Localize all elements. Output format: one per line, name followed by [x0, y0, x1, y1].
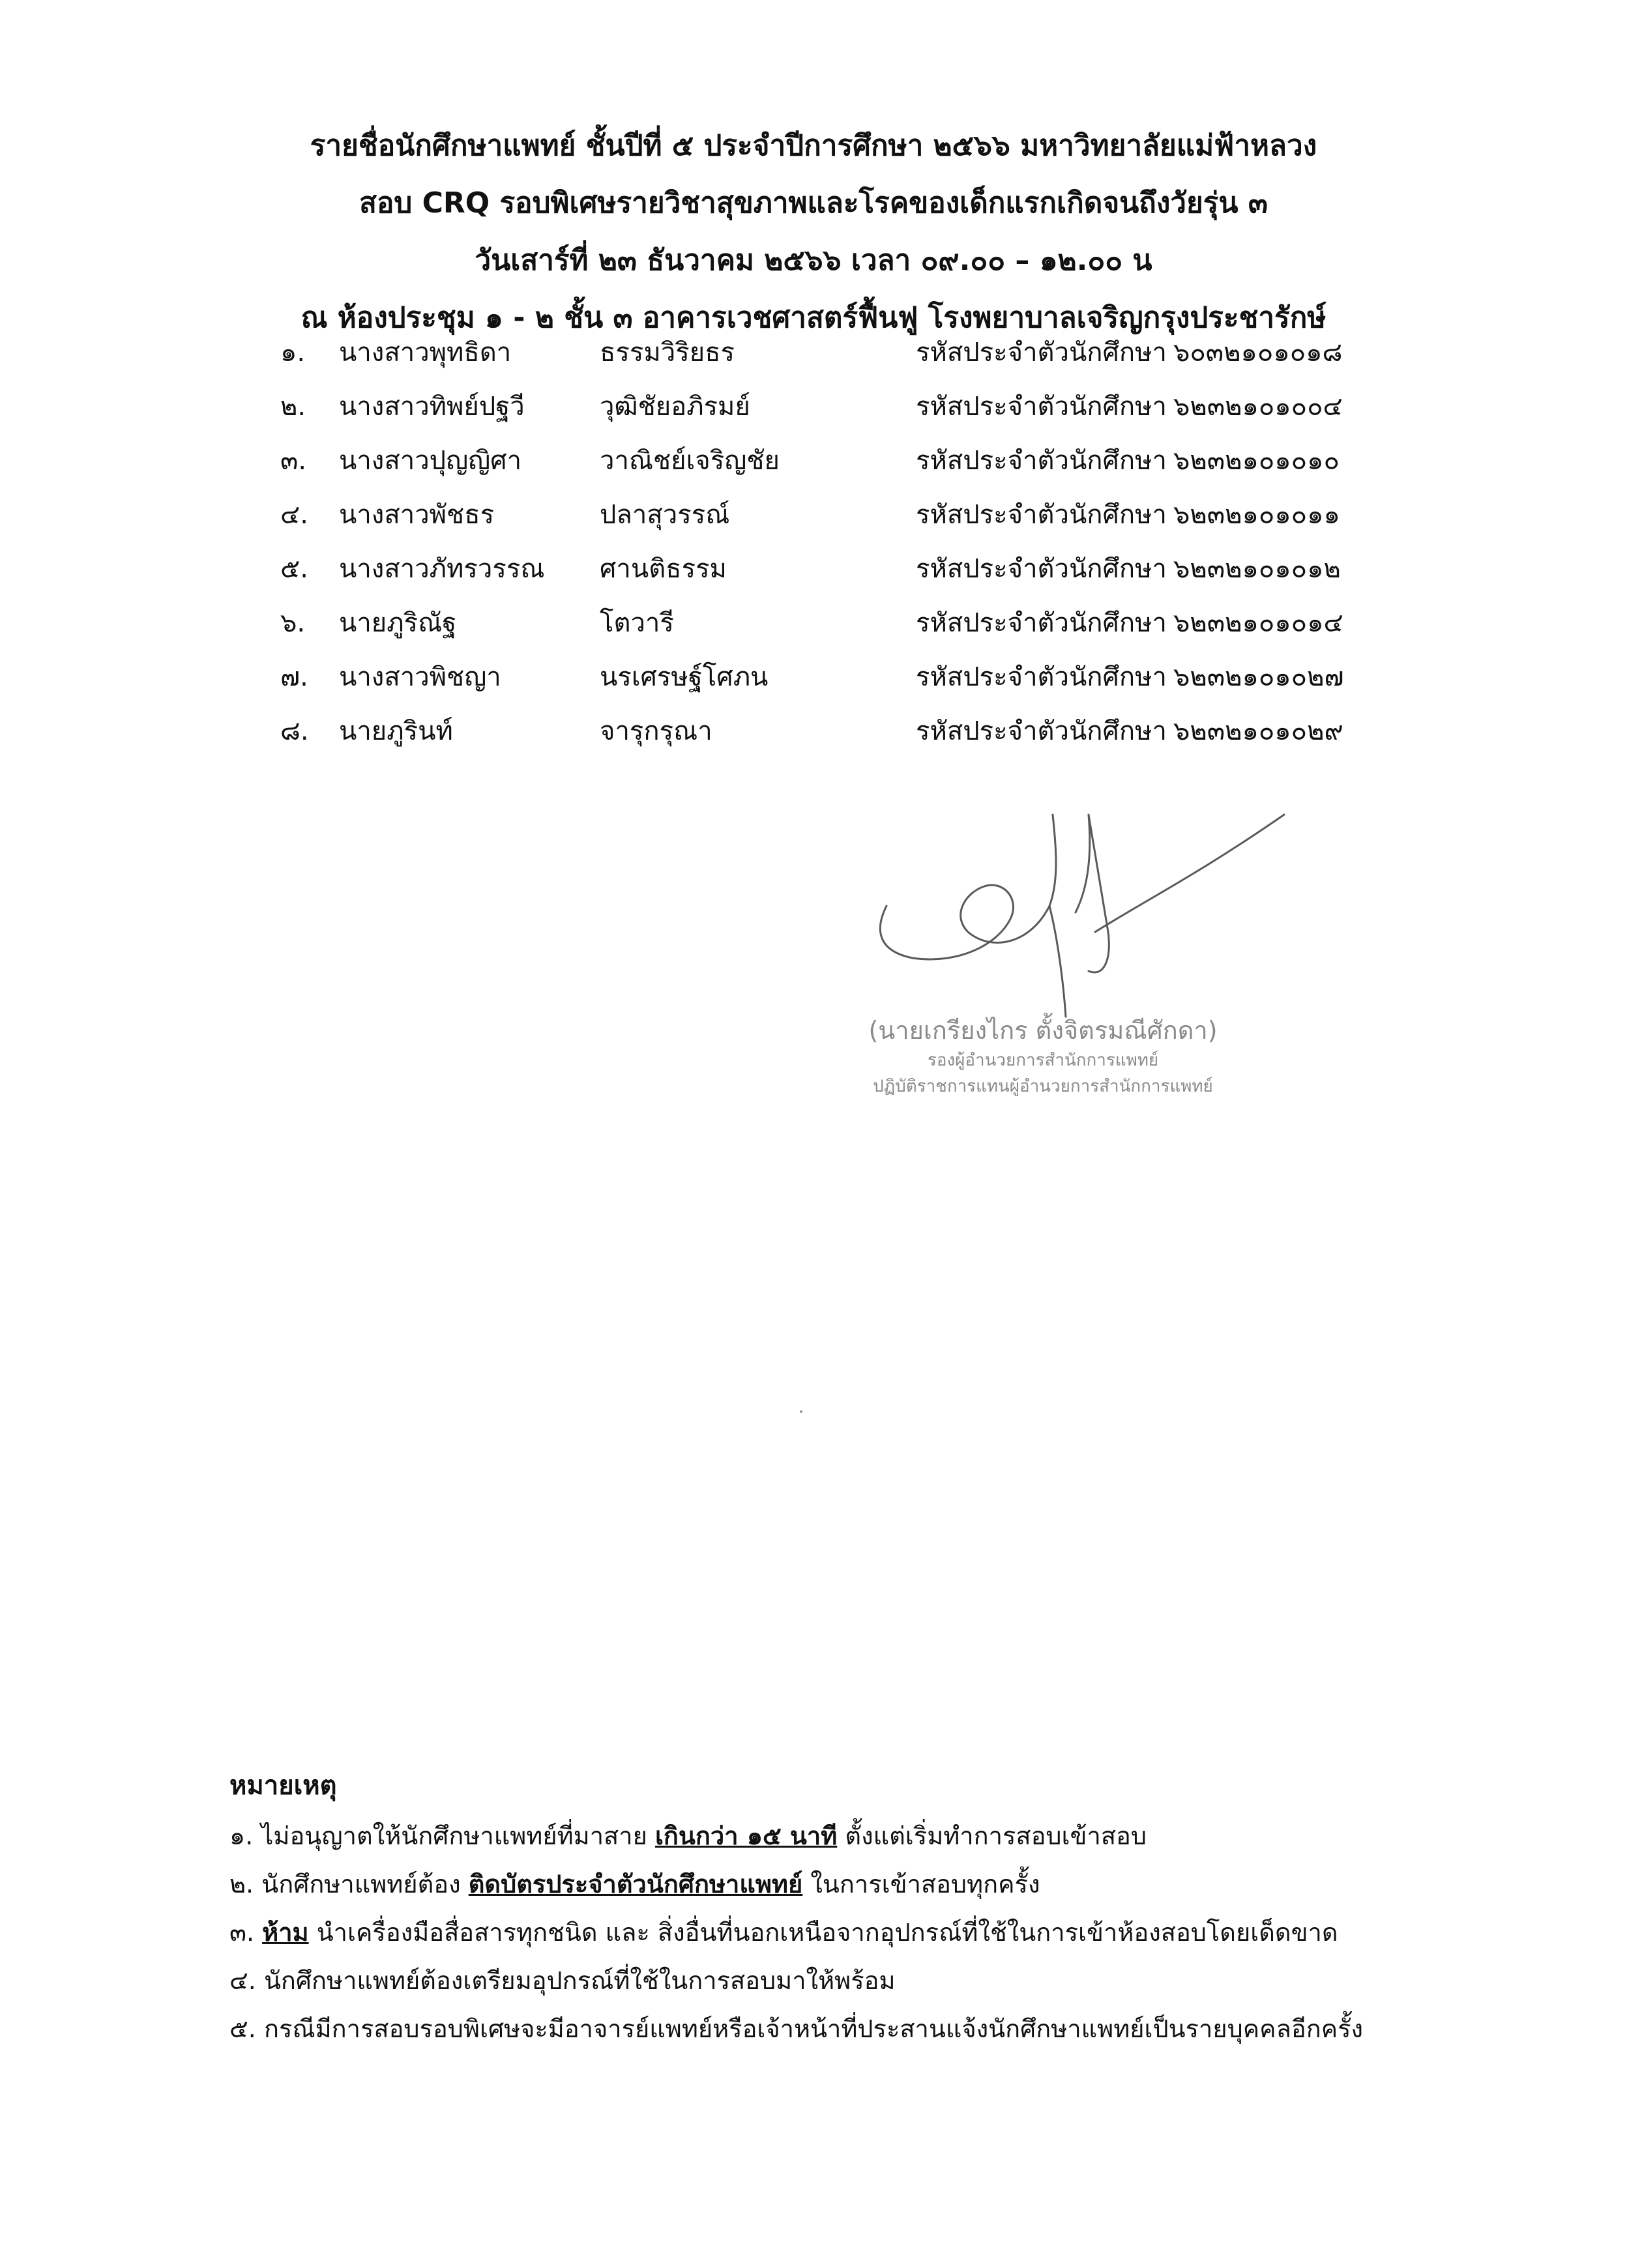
student-last-name: นรเศรษฐ์โศภน — [600, 662, 769, 692]
student-id: ๖๐๓๒๑๐๑๐๑๘ — [1173, 338, 1343, 368]
student-row — [280, 650, 1428, 705]
student-last-name: ศานติธรรม — [600, 554, 727, 584]
student-first-name: นางสาวพัชธร — [339, 500, 495, 530]
note-emphasis: ติดบัตรประจำตัวนักศึกษาแพทย์ — [468, 1870, 803, 1898]
student-id: ๖๒๓๒๑๐๑๐๑๐ — [1173, 446, 1340, 476]
student-id-label: รหัสประจำตัวนักศึกษา — [916, 338, 1167, 368]
student-id-label: รหัสประจำตัวนักศึกษา — [916, 716, 1167, 746]
signer-acting-title: ปฏิบัติราชการแทนผู้อำนวยการสำนักการแพทย์ — [873, 1077, 1213, 1096]
note-item — [229, 1812, 1533, 1860]
student-number: ๓. — [280, 446, 307, 476]
header-title: รายชื่อนักศึกษาแพทย์ ชั้นปีที่ ๕ ประจำปีการศึกษา ๒๕๖๖ มหาวิทยาลัยแม่ฟ้าหลวง — [310, 129, 1317, 162]
student-number: ๔. — [280, 500, 308, 530]
student-row — [280, 326, 1428, 380]
student-first-name: นางสาวปุญญิศา — [339, 446, 522, 476]
student-row — [280, 380, 1428, 434]
notes-heading: หมายเหตุ — [229, 1771, 337, 1801]
student-list — [280, 326, 1428, 759]
student-first-name: นายภูรินท์ — [339, 716, 453, 746]
note-text: นักศึกษาแพทย์ต้องเตรียมอุปกรณ์ที่ใช้ในการสอบมาให้พร้อม — [263, 1966, 896, 1995]
student-first-name: นายภูริณัฐ — [339, 608, 457, 638]
student-number: ๘. — [280, 716, 309, 746]
student-number: ๑. — [280, 338, 306, 368]
document-header — [0, 117, 1627, 347]
note-text: นำเครื่องมือสื่อสารทุกชนิด และ สิ่งอื่นที่นอกเหนือจากอุปกรณ์ที่ใช้ในการเข้าห้องสอบโดยเด็ดขาด — [316, 1918, 1338, 1947]
student-first-name: นางสาวพุทธิดา — [339, 338, 512, 368]
signature-scribble — [860, 802, 1304, 1036]
student-id-label: รหัสประจำตัวนักศึกษา — [916, 392, 1167, 422]
note-text: ไม่อนุญาตให้นักศึกษาแพทย์ที่มาสาย — [261, 1822, 647, 1850]
student-id-label: รหัสประจำตัวนักศึกษา — [916, 662, 1167, 692]
note-item — [229, 1860, 1533, 1908]
note-text: ในการเข้าสอบทุกครั้ง — [810, 1870, 1040, 1898]
student-number: ๒. — [280, 392, 306, 422]
student-number: ๖. — [280, 608, 306, 638]
student-id: ๖๒๓๒๑๐๑๐๑๔ — [1173, 608, 1343, 638]
note-number: ๕. — [229, 2014, 256, 2043]
note-number: ๒. — [229, 1870, 254, 1898]
note-item — [229, 2005, 1533, 2053]
signer-title: รองผู้อำนวยการสำนักการแพทย์ — [927, 1051, 1159, 1070]
notes-section — [229, 1760, 1533, 2053]
student-first-name: นางสาวทิพย์ปฐวี — [339, 392, 525, 422]
note-text: กรณีมีการสอบรอบพิเศษจะมีอาจารย์แพทย์หรือเจ้าหน้าที่ประสานแจ้งนักศึกษาแพทย์เป็นรายบุคคลอีกครั้ง — [263, 2014, 1364, 2043]
student-id: ๖๒๓๒๑๐๑๐๒๙ — [1173, 716, 1343, 746]
header-date: วันเสาร์ที่ ๒๓ ธันวาคม ๒๕๖๖ เวลา ๐๙.๐๐ – ๑๒.๐๐ น — [475, 244, 1152, 277]
student-row — [280, 596, 1428, 650]
note-text: นักศึกษาแพทย์ต้อง — [261, 1870, 461, 1898]
student-last-name: วุฒิชัยอภิรมย์ — [600, 392, 750, 422]
note-number: ๓. — [229, 1918, 255, 1947]
note-emphasis: เกินกว่า ๑๕ นาที — [654, 1822, 838, 1850]
student-number: ๗. — [280, 662, 308, 692]
student-id: ๖๒๓๒๑๐๑๐๑๑ — [1173, 500, 1340, 530]
student-first-name: นางสาวพิชญา — [339, 662, 501, 692]
header-exam: สอบ CRQ รอบพิเศษรายวิชาสุขภาพและโรคของเด็กแรกเกิดจนถึงวัยรุ่น ๓ — [359, 186, 1268, 220]
student-id-label: รหัสประจำตัวนักศึกษา — [916, 446, 1167, 476]
student-row — [280, 705, 1428, 759]
student-row — [280, 542, 1428, 596]
student-last-name: ปลาสุวรรณ์ — [600, 500, 730, 530]
note-emphasis: ห้าม — [262, 1918, 309, 1947]
student-last-name: วาณิชย์เจริญชัย — [600, 446, 780, 476]
signature-block — [808, 1013, 1278, 1099]
note-text: ตั้งแต่เริ่มทำการสอบเข้าสอบ — [845, 1822, 1147, 1850]
student-row — [280, 434, 1428, 488]
scan-speck — [800, 1410, 802, 1413]
note-number: ๑. — [229, 1822, 254, 1850]
student-id: ๖๒๓๒๑๐๑๐๒๗ — [1173, 662, 1344, 692]
student-number: ๕. — [280, 554, 308, 584]
student-last-name: ธรรมวิริยธร — [600, 338, 735, 368]
student-id-label: รหัสประจำตัวนักศึกษา — [916, 608, 1167, 638]
student-id-label: รหัสประจำตัวนักศึกษา — [916, 500, 1167, 530]
student-id: ๖๒๓๒๑๐๑๐๐๔ — [1173, 392, 1343, 422]
note-number: ๔. — [229, 1966, 256, 1995]
student-first-name: นางสาวภัทรวรรณ — [339, 554, 545, 584]
header-location: ณ ห้องประชุม ๑ - ๒ ชั้น ๓ อาคารเวชศาสตร์ฟื้นฟู โรงพยาบาลเจริญกรุงประชารักษ์ — [300, 301, 1327, 334]
student-row — [280, 488, 1428, 542]
student-last-name: จารุกรุณา — [600, 716, 712, 746]
note-item — [229, 1908, 1533, 1956]
note-item — [229, 1956, 1533, 2005]
signer-name: (นายเกรียงไกร ตั้งจิตรมณีศักดา) — [868, 1016, 1218, 1045]
student-last-name: โตวารี — [600, 608, 674, 638]
student-id: ๖๒๓๒๑๐๑๐๑๒ — [1173, 554, 1341, 584]
student-id-label: รหัสประจำตัวนักศึกษา — [916, 554, 1167, 584]
